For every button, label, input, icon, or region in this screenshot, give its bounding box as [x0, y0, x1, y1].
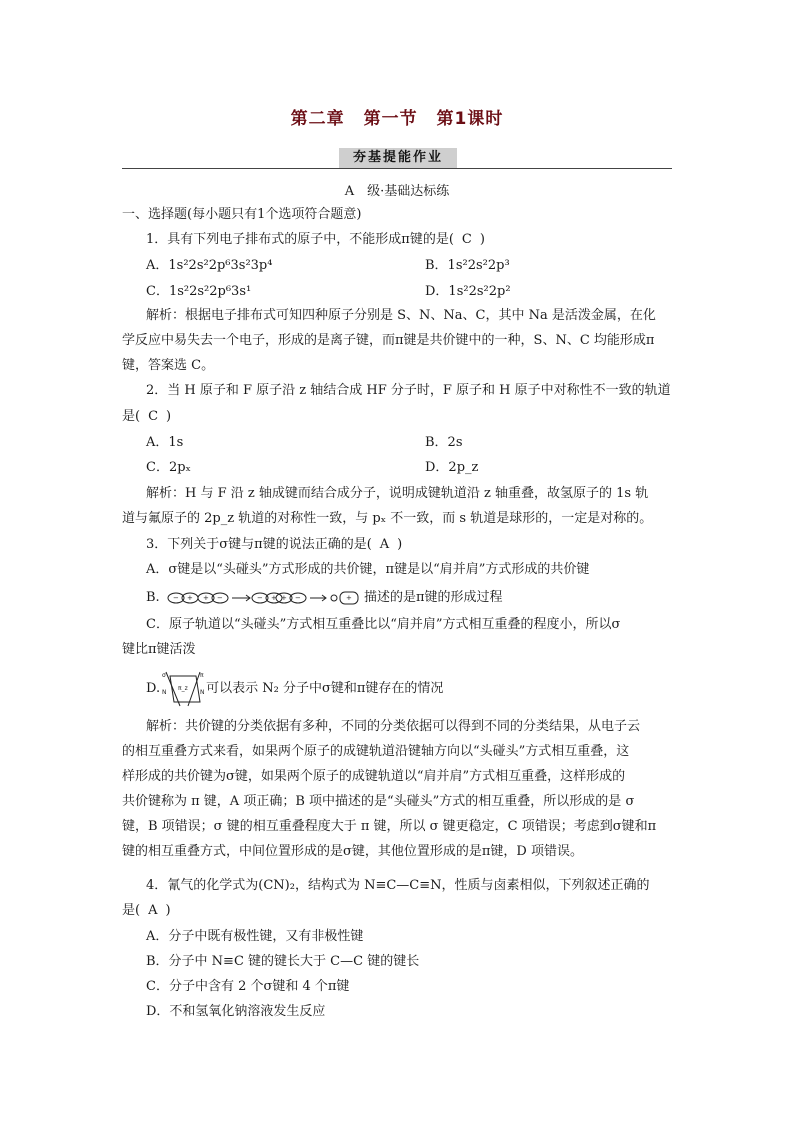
q1-stem: [146, 230, 485, 250]
q1-stem-text: 1．具有下列电子排布式的原子中，不能形成π键的是(: [146, 232, 454, 247]
q4-option-c: C．分子中含有 2 个σ键和 4 个π键: [146, 979, 350, 994]
q2-analysis-line-1: 解析：H 与 F 沿 z 轴成键而结合成分子，说明成键轨道沿 z 轴重叠，故氢原子的 1s 轨: [146, 486, 649, 501]
q2-stem-line-2: [122, 407, 171, 427]
q2-close: ): [166, 409, 172, 424]
q3-analysis-line-3: 样形成的共价键为σ键，如果两个原子的成键轨道以“肩并肩”方式相互重叠，这样形成的: [122, 769, 626, 784]
q1-analysis-line-3: 键，答案选 C。: [122, 358, 215, 373]
q1-analysis-line-2: 学反应中易失去一个电子，形成的是离子键，而π键是共价键中的一种，S、N、C 均能形成π: [122, 333, 655, 348]
svg-text:+: +: [202, 593, 209, 602]
q3-option-d: [146, 668, 443, 710]
svg-text:−: −: [294, 593, 301, 602]
q3-analysis-line-4: 共价键称为 π 键，A 项正确；B 项中描述的是“头碰头”方式的相互重叠，所以形成的是 σ: [122, 794, 635, 809]
q3-option-c-line-1: C．原子轨道以“头碰头”方式相互重叠比以“肩并肩”方式相互重叠的程度小，所以σ: [146, 617, 621, 632]
q3-option-b-prefix: B.: [146, 590, 160, 605]
orbital-overlap-figure: [164, 590, 360, 606]
q2-answer: C: [148, 409, 159, 424]
fig-n-left: N: [162, 688, 167, 696]
q1-close: ): [479, 232, 485, 247]
q3-stem-text: 3．下列关于σ键与π键的说法正确的是(: [146, 537, 372, 552]
q3-option-c-line-2: 键比π键活泼: [122, 642, 196, 657]
fig-sigma-label: σ: [162, 671, 166, 679]
q3-analysis-line-1: 解析：共价键的分类依据有多种，不同的分类依据可以得到不同的分类结果，从电子云: [146, 719, 641, 734]
q3-option-d-prefix: D.: [146, 681, 161, 696]
fig-n-right: N: [200, 688, 205, 696]
svg-text:−: −: [256, 593, 263, 602]
q3-analysis-line-2: 的相互重叠方式来看，如果两个原子的成键轨道沿键轴方向以“头碰头”方式相互重叠，这: [122, 744, 630, 759]
q4-answer: A: [148, 903, 158, 918]
homework-banner: 夯基提能作业: [339, 148, 457, 168]
q4-option-d: D．不和氢氧化钠溶液发生反应: [146, 1004, 326, 1019]
q1-option-c: C．1s²2s²2p⁶3s¹: [146, 284, 252, 299]
fig-pi-label: π: [200, 671, 204, 679]
page-title: [0, 104, 794, 129]
chapter-label: 第二章: [290, 109, 345, 129]
q4-option-a: A．分子中既有极性键，又有非极性键: [146, 929, 364, 944]
q3-stem: [146, 535, 402, 555]
q4-stem-line-2: [122, 901, 171, 921]
fig-piz-label: π_z: [178, 684, 188, 692]
q2-option-c: C．2pₓ: [146, 460, 192, 475]
q2-option-d: D．2p_z: [425, 460, 479, 475]
level-subtitle: A 级·基础达标练: [344, 184, 450, 199]
q2-stem-text: 是(: [122, 409, 141, 424]
q1-option-d: D．1s²2s²2p²: [425, 284, 511, 299]
q2-option-b: B．2s: [425, 435, 463, 450]
q3-analysis-line-5: 键，B 项错误；σ 键的相互重叠程度大于 π 键，所以 σ 键更稳定，C 项错误；考虑到σ键和π: [122, 819, 657, 834]
q1-option-b: B．1s²2s²2p³: [425, 258, 510, 273]
q1-answer: C: [461, 232, 472, 247]
section-label: 第一节: [363, 109, 418, 129]
q3-option-b-suffix: 描述的是π键的形成过程: [363, 590, 503, 605]
svg-text:+: +: [186, 593, 193, 602]
q3-option-d-suffix: 可以表示 N₂ 分子中σ键和π键存在的情况: [206, 681, 444, 696]
q3-option-b: [146, 588, 503, 608]
lesson-label: 第1课时: [436, 109, 504, 129]
q2-stem-line-1: 2．当 H 原子和 F 原子沿 z 轴结合成 HF 分子时，F 原子和 H 原子中对称性不一致的轨道: [146, 383, 671, 398]
svg-text:+: +: [345, 593, 352, 602]
q1-option-a: A．1s²2s²2p⁶3s²3p⁴: [146, 258, 273, 273]
n2-bond-diagram: [160, 670, 206, 708]
svg-text:+: +: [280, 593, 287, 602]
q3-analysis-line-6: 键的相互重叠方式，中间位置形成的是σ键，其他位置形成的是π键，D 项错误。: [122, 844, 583, 859]
q3-close: ): [397, 537, 403, 552]
q4-close: ): [165, 903, 171, 918]
q2-option-a: A．1s: [146, 435, 184, 450]
q1-analysis-line-1: 解析：根据电子排布式可知四种原子分别是 S、N、Na、C，其中 Na 是活泼金属，在化: [146, 308, 656, 323]
q4-stem-line-1: 4．氰气的化学式为(CN)₂，结构式为 N≡C—C≡N，性质与卤素相似，下列叙述正确的: [146, 878, 650, 893]
q3-answer: A: [379, 537, 390, 552]
q4-option-b: B．分子中 N≡C 键的键长大于 C—C 键的键长: [146, 954, 420, 969]
svg-text:−: −: [172, 593, 179, 602]
q3-option-a: A．σ键是以“头碰头”方式形成的共价键，π键是以“肩并肩”方式形成的共价键: [146, 562, 590, 577]
q2-analysis-line-2: 道与氟原子的 2p_z 轨道的对称性一致，与 pₓ 不一致，而 s 轨道是球形的，一定是对称的。: [122, 511, 653, 526]
svg-text:+: +: [270, 593, 277, 602]
svg-text:−: −: [216, 593, 223, 602]
q4-stem-text: 是(: [122, 903, 141, 918]
part-heading: 一、选择题(每小题只有1个选项符合题意): [122, 207, 362, 222]
header-divider: [122, 168, 672, 169]
